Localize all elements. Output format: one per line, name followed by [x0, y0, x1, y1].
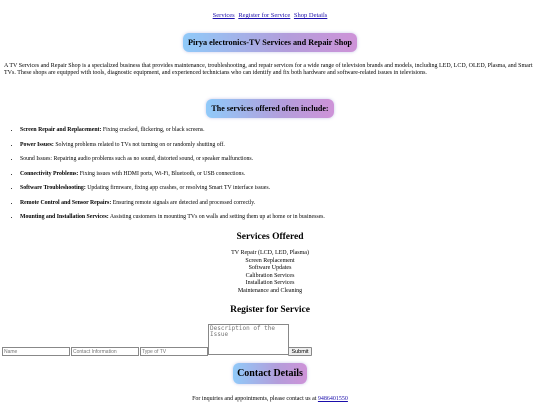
service-item: Software Updates	[248, 265, 292, 271]
register-form	[2, 324, 538, 356]
list-item	[20, 168, 540, 183]
nav-link-services[interactable]: Services	[212, 12, 235, 19]
list-item-title: Software Troubleshooting:	[20, 185, 86, 191]
submit-button[interactable]: Submit	[288, 347, 312, 356]
service-item: Screen Replacement	[245, 257, 295, 264]
contact-text	[0, 396, 540, 402]
page-title: Pirya electronics-TV Services and Repair Shop	[183, 33, 357, 52]
list-item-title: Power Issues:	[20, 141, 54, 148]
list-item-title: Mounting and Installation Services:	[20, 214, 109, 220]
list-item	[20, 182, 540, 197]
list-item-desc: Sound Issues: Repairing audio problems such as no sound, distorted sound, or speaker malfunctions.	[20, 156, 254, 162]
phone-link[interactable]: 9486401550	[317, 396, 348, 402]
service-item: Calibration Services	[245, 272, 295, 279]
list-item-title: Connectivity Problems:	[20, 170, 79, 177]
list-item-title: Remote Control and Sensor Repairs:	[20, 199, 112, 206]
list-item-desc: Fixing cracked, flickering, or black screens.	[101, 127, 205, 133]
services-offered-heading: Services Offered	[236, 232, 304, 242]
list-item-desc: Assisting customers in mounting TVs on walls and setting them up at home or in businesses.	[108, 214, 325, 220]
list-item-desc: Ensuring remote signals are detected and processed correctly.	[111, 199, 256, 206]
contact-heading: Contact Details	[233, 363, 307, 384]
offerings-heading: The services offered often include:	[206, 99, 333, 118]
list-item	[20, 197, 540, 212]
name-field[interactable]	[2, 347, 70, 356]
tv-type-field[interactable]	[140, 347, 208, 356]
list-item-desc: Fixing issues with HDMI ports, Wi-Fi, Bluetooth, or USB connections.	[78, 170, 246, 177]
contact-field[interactable]	[71, 347, 139, 356]
nav-link-register[interactable]: Register for Service	[238, 12, 291, 19]
contact-prefix: For inquiries and appointments, please contact us at	[192, 396, 318, 402]
contact-heading-wrap	[0, 363, 540, 384]
register-heading: Register for Service	[230, 305, 310, 315]
service-item: Installation Services	[245, 280, 295, 286]
intro-paragraph: A TV Services and Repair Shop is a specialized business that provides maintenance, troubleshooting, and repair services for a wide range of television brands and models, including LED, LCD, OLED, Plasma, and Smart TVs. These shops are equipped with tools, diagnostic equipment, and experienced technicians who can identify and fix both hardware and software-related issues in televisions.	[4, 63, 533, 76]
list-item	[20, 124, 540, 139]
list-item	[20, 211, 540, 226]
list-item-desc: Updating firmware, fixing app crashes, or resolving Smart TV interface issues.	[85, 185, 271, 191]
service-item: Maintenance and Cleaning	[237, 287, 303, 294]
services-offered-list	[0, 250, 540, 295]
list-item-title: Screen Repair and Replacement:	[20, 127, 102, 133]
offerings-heading-wrap	[0, 99, 540, 118]
service-item: TV Repair (LCD, LED, Plasma)	[231, 250, 309, 256]
top-nav	[0, 12, 540, 19]
list-item	[20, 153, 540, 168]
list-item	[20, 139, 540, 154]
list-item-desc: Solving problems related to TVs not turning on or randomly shutting off.	[53, 141, 225, 148]
offerings-list	[0, 124, 540, 226]
nav-link-shop-details[interactable]: Shop Details	[293, 12, 328, 19]
issue-description-field[interactable]	[208, 324, 289, 355]
page-title-wrap	[0, 33, 540, 52]
